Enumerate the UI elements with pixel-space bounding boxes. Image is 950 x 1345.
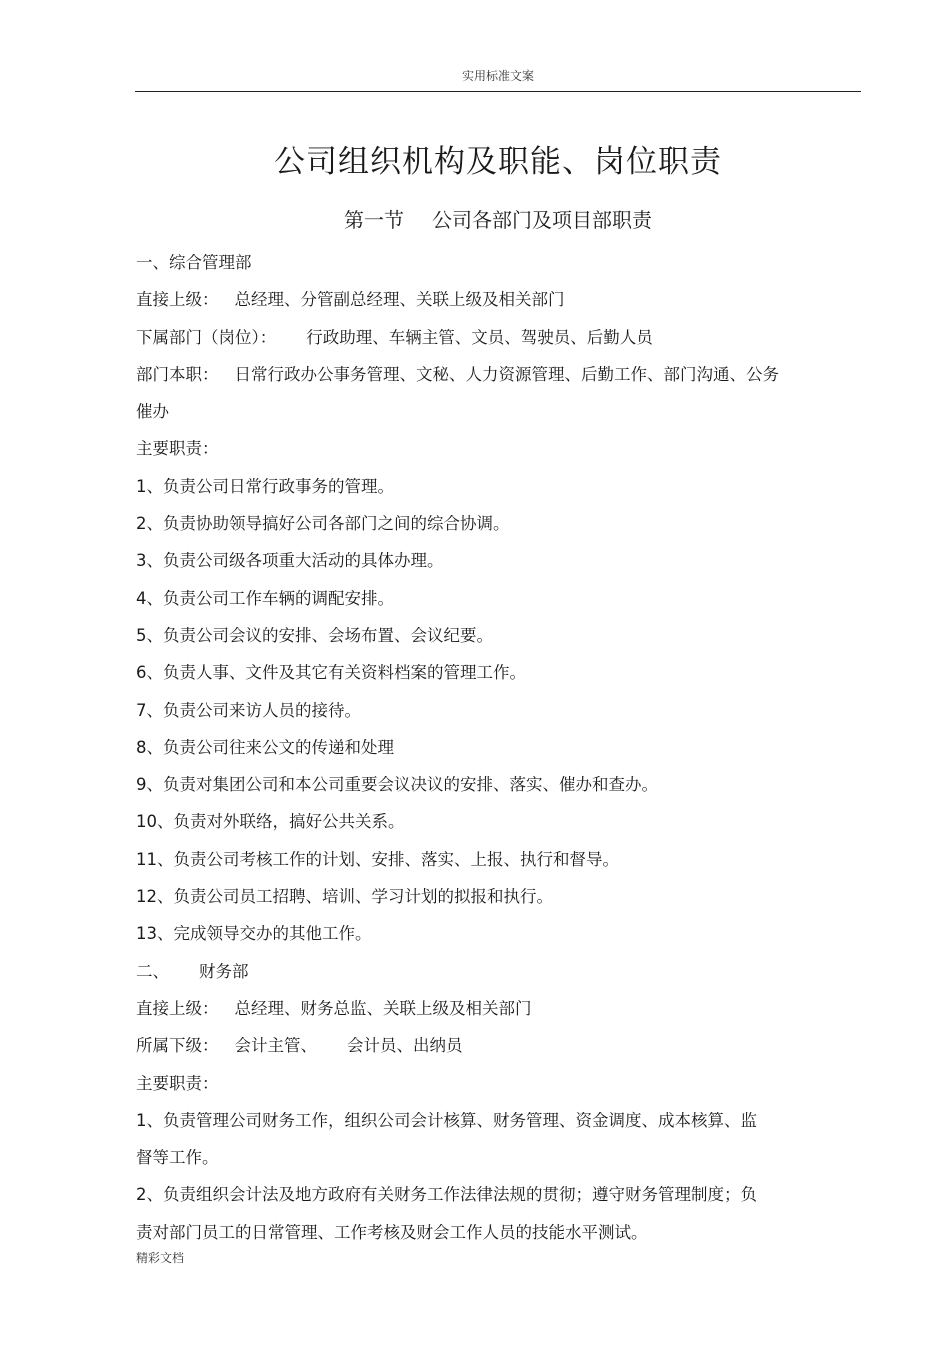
section-title: [135, 205, 861, 235]
dept1-duty-continued: 催办: [136, 402, 169, 422]
list-item: 2、负责组织会计法及地方政府有关财务工作法律法规的贯彻；遵守财务管理制度；负: [136, 1185, 757, 1205]
dept1-duty: [136, 356, 826, 393]
dept2-subordinates: [136, 1027, 826, 1064]
list-item: 3、负责公司级各项重大活动的具体办理。: [136, 551, 444, 571]
dept2-main-label: 主要职责：: [136, 1073, 219, 1093]
list-item: 4、负责公司工作车辆的调配安排。: [136, 588, 394, 608]
dept1-superior-value: 总经理、分管副总经理、关联上级及相关部门: [234, 290, 565, 310]
list-item-continued: 督等工作。: [136, 1148, 219, 1168]
dept1-heading: 一、综合管理部: [136, 253, 252, 272]
dept1-sub-value: 行政助理、车辆主管、文员、驾驶员、后勤人员: [306, 327, 653, 347]
dept2-sub-value-a: 会计主管、: [234, 1036, 317, 1056]
document-title: 公司组织机构及职能、岗位职责: [274, 144, 722, 180]
document-body: [136, 244, 826, 1251]
dept1-superior-label: 直接上级：: [136, 290, 219, 310]
page-footer: 精彩文档: [136, 1251, 185, 1265]
list-item: 2、负责协助领导搞好公司各部门之间的综合协调。: [136, 514, 510, 534]
list-item: 1、负责管理公司财务工作，组织公司会计核算、财务管理、资金调度、成本核算、监: [136, 1110, 757, 1130]
page-header: 实用标准文案: [461, 69, 534, 83]
list-item: 1、负责公司日常行政事务的管理。: [136, 476, 394, 496]
list-item: 7、负责公司来访人员的接待。: [136, 700, 361, 720]
dept1-subordinates: [136, 319, 826, 356]
dept2-heading-number: 二、: [136, 961, 169, 981]
dept2-heading-name: 财务部: [199, 961, 249, 981]
list-item: 12、负责公司员工招聘、培训、学习计划的拟报和执行。: [136, 887, 553, 907]
section-name: 公司各部门及项目部职责: [432, 208, 652, 232]
header-divider: [135, 91, 861, 92]
section-number: 第一节: [344, 208, 404, 232]
list-item: 6、负责人事、文件及其它有关资料档案的管理工作。: [136, 663, 526, 683]
list-item-continued: 责对部门员工的日常管理、工作考核及财会工作人员的技能水平测试。: [136, 1222, 648, 1242]
dept2-superior-value: 总经理、财务总监、关联上级及相关部门: [234, 998, 532, 1018]
list-item: 11、负责公司考核工作的计划、安排、落实、上报、执行和督导。: [136, 849, 619, 869]
dept1-duty-label: 部门本职：: [136, 364, 219, 384]
dept1-superior: [136, 281, 826, 318]
list-item: 10、负责对外联络，搞好公共关系。: [136, 812, 405, 832]
dept2-heading: [136, 953, 826, 990]
list-item: 9、负责对集团公司和本公司重要会议决议的安排、落实、催办和查办。: [136, 775, 658, 795]
list-item: 8、负责公司往来公文的传递和处理: [136, 737, 394, 757]
dept1-duty-value: 日常行政办公事务管理、文秘、人力资源管理、后勤工作、部门沟通、公务: [234, 364, 779, 384]
list-item: 13、完成领导交办的其他工作。: [136, 924, 372, 944]
dept1-sub-label: 下属部门（岗位）：: [136, 327, 277, 347]
dept2-sub-value-b: 会计员、出纳员: [347, 1036, 463, 1056]
dept1-main-label: 主要职责：: [136, 439, 219, 459]
dept2-superior-label: 直接上级：: [136, 998, 219, 1018]
list-item: 5、负责公司会议的安排、会场布置、会议纪要。: [136, 625, 493, 645]
dept2-sub-label: 所属下级：: [136, 1036, 219, 1056]
dept2-superior: [136, 990, 826, 1027]
